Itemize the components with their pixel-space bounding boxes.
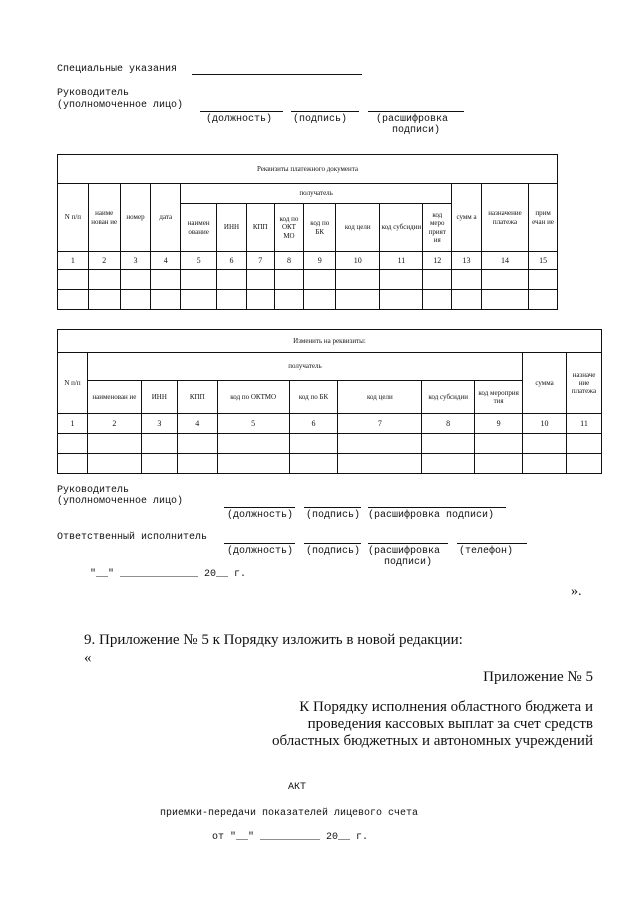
table1-num: 8 [274, 252, 304, 270]
table1-col-date: дата [151, 184, 181, 252]
table1-col-n: N п/п [58, 184, 89, 252]
closing-quote: ». [571, 584, 582, 599]
table-row [58, 454, 602, 474]
table2-num: 6 [289, 414, 338, 434]
table2-col-inn: ИНН [141, 381, 177, 414]
act-title: АКТ [288, 782, 307, 793]
executor-signature-line [304, 543, 361, 544]
decoding-caption: (расшифровка [376, 114, 449, 125]
date-line: "__" _____________ 20__ г. [90, 569, 247, 580]
table2-num: 2 [87, 414, 141, 434]
signature-line-2 [304, 507, 361, 508]
order-line-1: К Порядку исполнения областного бюджета и [299, 699, 593, 715]
table2-num: 4 [177, 414, 217, 434]
head-sublabel: (уполномоченное лицо) [57, 100, 184, 111]
decoding-caption-2: подписи) [392, 125, 441, 136]
table-row [58, 270, 558, 290]
payment-details-table [57, 154, 558, 310]
table1-col-subsidy: код субсидии [380, 204, 423, 252]
table2-col-kpp: КПП [177, 381, 217, 414]
table1-num: 11 [380, 252, 423, 270]
table1-num: 1 [58, 252, 89, 270]
executor-position-line [224, 543, 295, 544]
decoding-caption-3: (расшифровка подписи) [368, 510, 495, 521]
executor-decoding-caption-2: подписи) [384, 557, 433, 568]
table1-title: Реквизиты платежного документа [58, 155, 558, 184]
table1-num: 5 [181, 252, 217, 270]
item-9: 9. Приложение № 5 к Порядку изложить в новой редакции: [84, 632, 463, 648]
table2-num: 9 [475, 414, 523, 434]
table2-col-event: код мероприя тия [475, 381, 523, 414]
table2-num: 3 [141, 414, 177, 434]
table2-recipient-group: получатель [87, 353, 522, 381]
signature-caption-2: (подпись) [306, 510, 361, 521]
table2-num: 5 [217, 414, 289, 434]
table2-col-bk: код по БК [289, 381, 338, 414]
table2-col-sum: сумма [523, 353, 567, 414]
table2-title: Изменить на реквизиты: [58, 330, 602, 353]
table1-col-oktmo: код по ОКТ МО [274, 204, 304, 252]
table1-num: 3 [120, 252, 151, 270]
position-line [200, 111, 283, 112]
table-row [58, 290, 558, 310]
table1-col-inn: ИНН [217, 204, 247, 252]
special-instructions-label: Специальные указания [57, 64, 178, 75]
act-subtitle: приемки-передачи показателей лицевого счета [160, 808, 419, 819]
executor-decoding-line [368, 543, 448, 544]
new-details-table [57, 329, 602, 474]
table1-col-event: код меро прият ия [423, 204, 452, 252]
table1-col-kpp: КПП [246, 204, 274, 252]
table2-num: 1 [58, 414, 88, 434]
opening-quote: « [84, 650, 92, 666]
table2-num: 7 [338, 414, 422, 434]
act-date: от "__" __________ 20__ г. [212, 832, 369, 843]
table1-col-number: номер [120, 184, 151, 252]
table1-col-goal: код цели [336, 204, 380, 252]
signature-line [291, 111, 359, 112]
table1-num: 6 [217, 252, 247, 270]
position-caption: (должность) [206, 114, 273, 125]
table2-col-goal: код цели [338, 381, 422, 414]
signature-caption: (подпись) [293, 114, 348, 125]
executor-decoding-caption: (расшифровка [368, 546, 441, 557]
order-line-2: проведения кассовых выплат за счет средств [307, 716, 593, 732]
head-sublabel-2: (уполномоченное лицо) [57, 496, 184, 507]
table1-col-purpose: назначение платежа [481, 184, 528, 252]
executor-position-caption: (должность) [227, 546, 294, 557]
table1-col-sum: сумм а [452, 184, 482, 252]
table2-col-oktmo: код по ОКТМО [217, 381, 289, 414]
table1-col-name: наиме нован ие [88, 184, 120, 252]
executor-phone-line [457, 543, 527, 544]
table1-col-recipient-name: наимен ование [181, 204, 217, 252]
decoding-line-2 [368, 507, 506, 508]
table2-col-purpose: назначе ние платежа [566, 353, 601, 414]
executor-signature-caption: (подпись) [306, 546, 361, 557]
table2-col-subsidy: код субсидии [422, 381, 475, 414]
table2-col-name: наименован ие [87, 381, 141, 414]
head-label: Руководитель [57, 88, 130, 99]
table1-num: 4 [151, 252, 181, 270]
head-label-2: Руководитель [57, 485, 130, 496]
table2-num: 8 [422, 414, 475, 434]
executor-phone-caption: (телефон) [459, 546, 514, 557]
table1-num: 15 [529, 252, 558, 270]
position-line-2 [224, 507, 295, 508]
table2-num: 11 [566, 414, 601, 434]
table1-col-bk: код по БК [304, 204, 336, 252]
table1-num: 9 [304, 252, 336, 270]
table1-num: 14 [481, 252, 528, 270]
table1-recipient-group: получатель [181, 184, 452, 204]
order-line-3: областных бюджетных и автономных учреждений [272, 733, 593, 749]
table1-num: 10 [336, 252, 380, 270]
table1-num: 13 [452, 252, 482, 270]
executor-label: Ответственный исполнитель [57, 532, 208, 543]
table2-col-n: N п/п [58, 353, 88, 414]
table-row [58, 434, 602, 454]
table1-num: 7 [246, 252, 274, 270]
table1-col-note: прим ечан ие [529, 184, 558, 252]
position-caption-2: (должность) [227, 510, 294, 521]
table2-num: 10 [523, 414, 567, 434]
appendix-title: Приложение № 5 [483, 669, 593, 685]
table1-num: 12 [423, 252, 452, 270]
table1-num: 2 [88, 252, 120, 270]
special-instructions-line [192, 74, 362, 75]
decoding-line [368, 111, 464, 112]
